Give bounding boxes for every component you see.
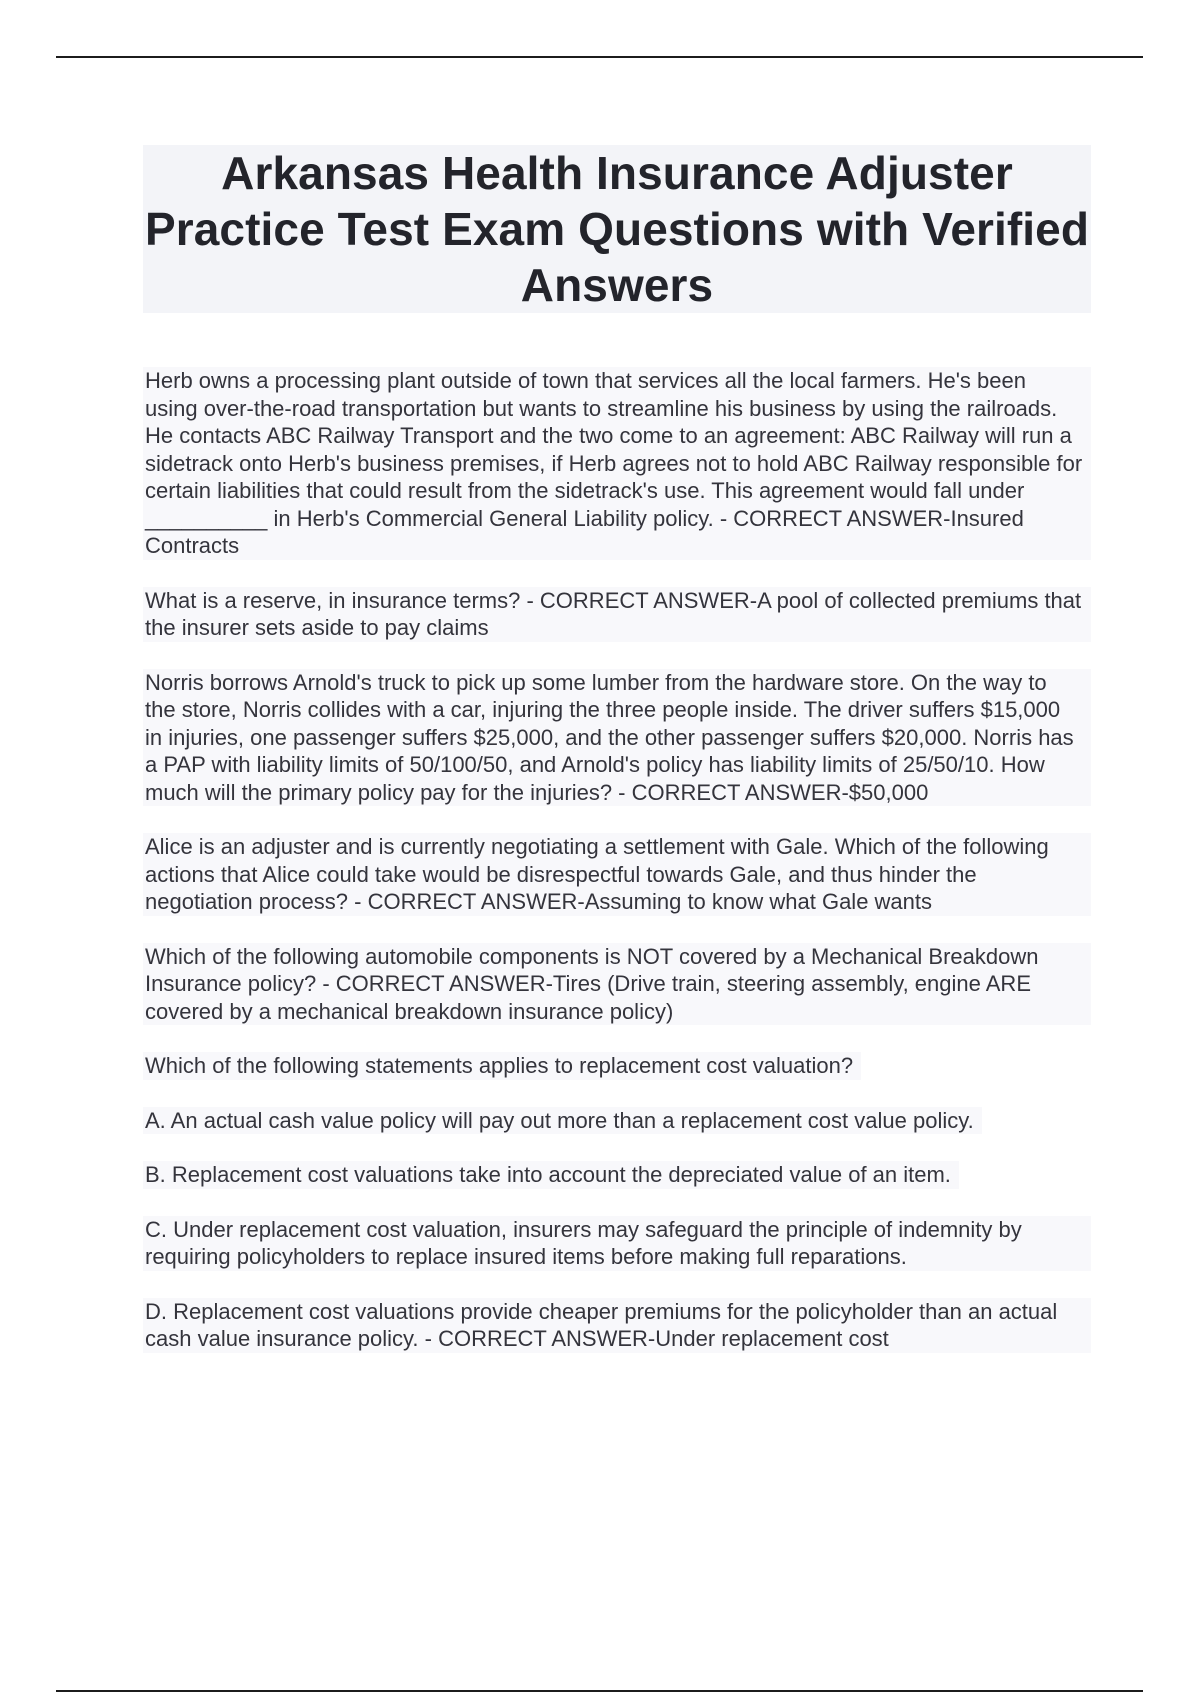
option-a: A. An actual cash value policy will pay out more than a replacement cost value policy. <box>143 1107 982 1135</box>
question-reserve: What is a reserve, in insurance terms? - CORRECT ANSWER-A pool of collected premiums that the insurer sets aside to pay claims <box>143 587 1091 642</box>
bottom-rule <box>56 1690 1143 1692</box>
question-primary-policy: Norris borrows Arnold's truck to pick up some lumber from the hardware store. On the way to the store, Norris collides with a car, injuring the three people inside. The driver suffers $15,000 in injuries, one passenger suffers $25,000, and the other passenger suffers $20,000. Norris has a PAP with liability limits of 50/100/50, and Arnold's policy has liability limits of 25/50/10. How much will the primary policy pay for the injuries? - CORRECT ANSWER-$50,000 <box>143 669 1091 807</box>
document-body <box>143 367 1091 1380</box>
question-mechanical-breakdown: Which of the following automobile components is NOT covered by a Mechanical Breakdown Insurance policy? - CORRECT ANSWER-Tires (Drive train, steering assembly, engine ARE covered by a mechanical breakdown insurance policy) <box>143 943 1091 1026</box>
option-c: C. Under replacement cost valuation, insurers may safeguard the principle of indemnity by requiring policyholders to replace insured items before making full reparations. <box>143 1216 1091 1271</box>
title-banner <box>143 145 1091 313</box>
option-b: B. Replacement cost valuations take into account the depreciated value of an item. <box>143 1161 959 1189</box>
question-replacement-cost: Which of the following statements applies to replacement cost valuation? <box>143 1052 861 1080</box>
option-d: D. Replacement cost valuations provide cheaper premiums for the policyholder than an actual cash value insurance policy. - CORRECT ANSWER-Under replacement cost <box>143 1298 1091 1353</box>
top-rule <box>56 56 1143 58</box>
question-insured-contracts: Herb owns a processing plant outside of town that services all the local farmers. He's been using over-the-road transportation but wants to streamline his business by using the railroads. He contacts ABC Railway Transport and the two come to an agreement: ABC Railway will run a sidetrack onto Herb's business premises, if Herb agrees not to hold ABC Railway responsible for certain liabilities that could result from the sidetrack's use. This agreement would fall under __________ in Herb's Commercial General Liability policy. - CORRECT ANSWER-Insured Contracts <box>143 367 1091 560</box>
document-title: Arkansas Health Insurance Adjuster Practice Test Exam Questions with Verified Answers <box>144 147 1090 311</box>
question-negotiation: Alice is an adjuster and is currently negotiating a settlement with Gale. Which of the following actions that Alice could take would be disrespectful towards Gale, and thus hinder the negotiation process? - CORRECT ANSWER-Assuming to know what Gale wants <box>143 833 1091 916</box>
